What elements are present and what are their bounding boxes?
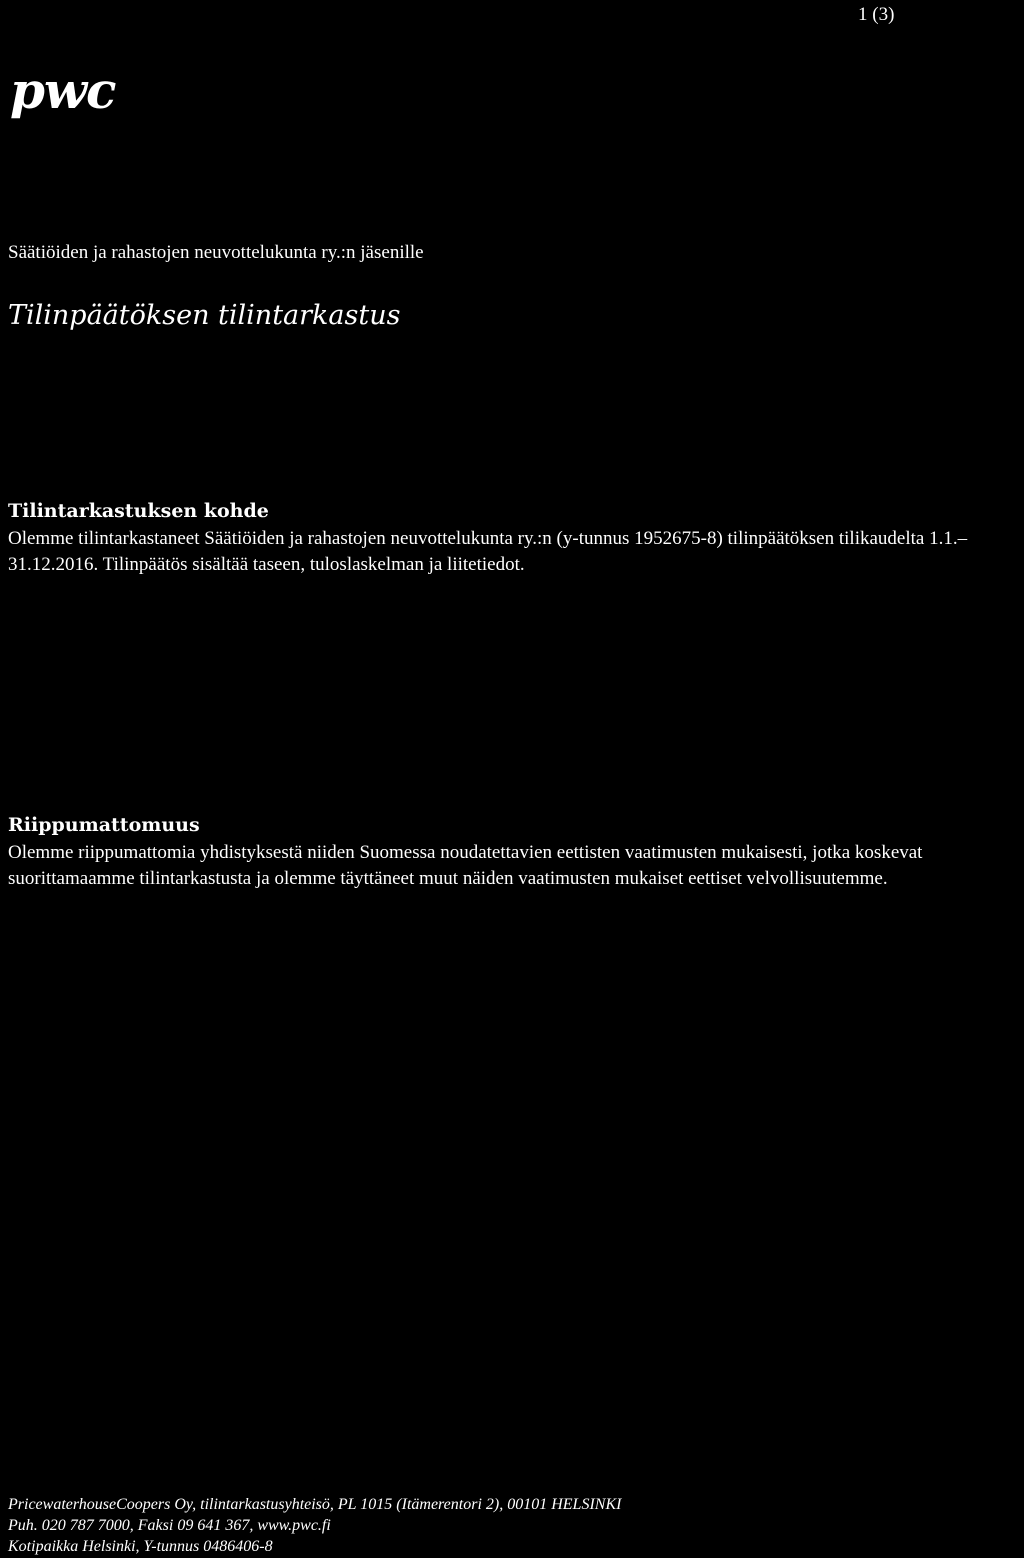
section-body: Olemme tilintarkastaneet Säätiöiden ja rahastojen neuvottelukunta ry.:n (y-tunnus 1952675-8) tilinpäätöksen tilikaudelta 1.1.–31.12.2016. Tilinpäätös sisältää taseen, tuloslaskelman ja liitetiedot. [8,528,968,575]
footer-contact: Puh. 020 787 7000, Faksi 09 641 367, www.pwc.fi [8,1517,331,1534]
recipient-line: Säätiöiden ja rahastojen neuvottelukunta ry.:n jäsenille [8,242,424,263]
section-independence [8,814,1018,892]
section-heading: Riippumattomuus [8,814,200,836]
page-number: 1 (3) [858,4,895,25]
section-body: Olemme riippumattomia yhdistyksestä niiden Suomessa noudatettavien eettisten vaatimusten mukaisesti, jotka koskevat suorittamaamme tilintarkastusta ja olemme täyttäneet muut näiden vaatimusten mukaiset eettiset velvollisuutemme. [8,842,923,889]
page-title: Tilinpäätöksen tilintarkastus [8,300,401,331]
pwc-logo: pwc [10,61,116,120]
footer-registration: Kotipaikka Helsinki, Y-tunnus 0486406-8 [8,1538,273,1555]
section-heading: Tilintarkastuksen kohde [8,500,269,522]
footer [8,1494,1018,1557]
footer-address: PricewaterhouseCoopers Oy, tilintarkastusyhteisö, PL 1015 (Itämerentori 2), 00101 HELSINKI [8,1496,622,1513]
section-audit-subject [8,500,1018,578]
